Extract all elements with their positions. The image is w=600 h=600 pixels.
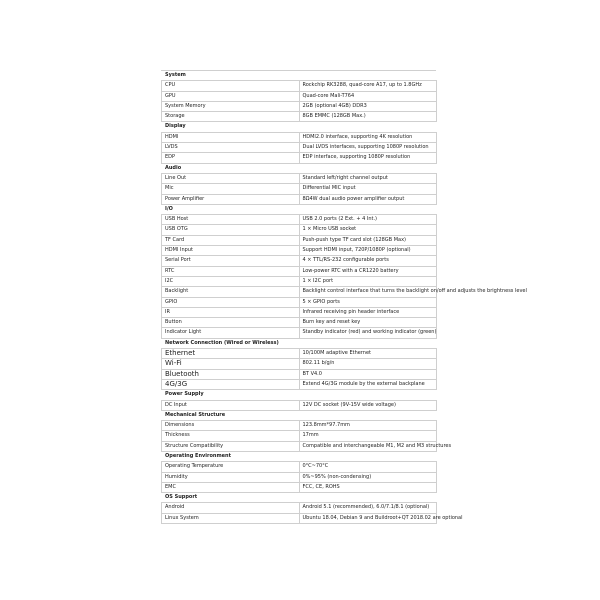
spec-row bbox=[162, 482, 437, 492]
spec-row bbox=[162, 266, 437, 276]
spec-key: Operating Temperature bbox=[162, 462, 300, 472]
spec-value: Quad-core Mali-T764 bbox=[299, 91, 437, 101]
spec-key: DC Input bbox=[162, 400, 300, 410]
spec-key: RTC bbox=[162, 266, 300, 276]
spec-row bbox=[162, 287, 437, 297]
spec-row bbox=[162, 101, 437, 111]
section-header-row bbox=[162, 390, 437, 400]
spec-key: Button bbox=[162, 318, 300, 328]
spec-key: Mic bbox=[162, 184, 300, 194]
spec-value: EDP interface, supporting 1080P resolution bbox=[299, 153, 437, 163]
spec-value: HDMI2.0 interface, supporting 4K resolution bbox=[299, 132, 437, 142]
spec-key: IR bbox=[162, 307, 300, 317]
spec-row bbox=[162, 215, 437, 225]
spec-row bbox=[162, 297, 437, 307]
spec-value: Standby indicator (red) and working indicator (green) bbox=[299, 328, 437, 338]
spec-key: EMC bbox=[162, 482, 300, 492]
spec-table bbox=[161, 70, 527, 524]
section-title: OS Support bbox=[162, 493, 437, 503]
spec-row bbox=[162, 112, 437, 122]
spec-value: Ubuntu 18.04, Debian 9 and Buildroot+QT 2018.02 are optional bbox=[299, 513, 437, 523]
spec-value: 5 × GPIO ports bbox=[299, 297, 437, 307]
spec-value: Standard left/right channel output bbox=[299, 173, 437, 183]
spec-row bbox=[162, 307, 437, 317]
spec-key: EDP bbox=[162, 153, 300, 163]
section-header-row bbox=[162, 204, 437, 214]
spec-row bbox=[162, 421, 437, 431]
spec-value: 8Ω4W dual audio power amplifier output bbox=[299, 194, 437, 204]
spec-value: 12V DC socket (9V-15V wide voltage) bbox=[299, 400, 437, 410]
spec-key: Ethernet bbox=[162, 349, 300, 359]
spec-row bbox=[162, 462, 437, 472]
section-header-row bbox=[162, 163, 437, 173]
spec-value: 0°C~70°C bbox=[299, 462, 437, 472]
spec-row bbox=[162, 318, 437, 328]
spec-key: Thickness bbox=[162, 431, 300, 441]
spec-row bbox=[162, 328, 437, 338]
spec-value: Low-power RTC with a CR1220 battery bbox=[299, 266, 437, 276]
spec-value: Push-push type TF card slot (128GB Max) bbox=[299, 235, 437, 245]
spec-key: HDMI Input bbox=[162, 246, 300, 256]
spec-row bbox=[162, 369, 437, 379]
spec-row bbox=[162, 349, 437, 359]
spec-key: HDMI bbox=[162, 132, 300, 142]
section-header-row bbox=[162, 410, 437, 420]
spec-value: USB 2.0 ports (2 Ext. + 4 Int.) bbox=[299, 215, 437, 225]
spec-key: TF Card bbox=[162, 235, 300, 245]
spec-row bbox=[162, 431, 437, 441]
spec-value: Rockchip RK3288, quad-core A17, up to 1.8GHz bbox=[299, 81, 437, 91]
spec-row bbox=[162, 400, 437, 410]
spec-value: Compatible and interchangeable M1, M2 and M3 structures bbox=[299, 441, 437, 451]
spec-value: Support HDMI input, 720P/1080P (optional) bbox=[299, 246, 437, 256]
section-header-row bbox=[162, 338, 437, 348]
spec-key: Storage bbox=[162, 112, 300, 122]
spec-value: 10/100M adaptive Ethernet bbox=[299, 349, 437, 359]
spec-key: System Memory bbox=[162, 101, 300, 111]
spec-value: 123.8mm*97.7mm bbox=[299, 421, 437, 431]
spec-value: Backlight control interface that turns the backlight on/off and adjusts the brightness level bbox=[299, 287, 437, 297]
spec-row bbox=[162, 276, 437, 286]
spec-value: 8GB EMMC (128GB Max.) bbox=[299, 112, 437, 122]
spec-value: Extend 4G/3G module by the external backplane bbox=[299, 379, 437, 389]
spec-row bbox=[162, 194, 437, 204]
spec-key: Humidity bbox=[162, 472, 300, 482]
spec-row bbox=[162, 379, 437, 389]
section-title: Display bbox=[162, 122, 437, 132]
spec-key: GPU bbox=[162, 91, 300, 101]
spec-row bbox=[162, 256, 437, 266]
section-title: System bbox=[162, 71, 437, 81]
spec-row bbox=[162, 513, 437, 523]
spec-key: USB OTG bbox=[162, 225, 300, 235]
section-title: Mechanical Structure bbox=[162, 410, 437, 420]
section-title: Audio bbox=[162, 163, 437, 173]
section-title: I/O bbox=[162, 204, 437, 214]
spec-row bbox=[162, 143, 437, 153]
spec-row bbox=[162, 225, 437, 235]
spec-row bbox=[162, 153, 437, 163]
spec-key: LVDS bbox=[162, 143, 300, 153]
spec-key: Indicator Light bbox=[162, 328, 300, 338]
spec-key: Linux System bbox=[162, 513, 300, 523]
spec-row bbox=[162, 173, 437, 183]
spec-key: Line Out bbox=[162, 173, 300, 183]
section-title: Power Supply bbox=[162, 390, 437, 400]
spec-key: USB Host bbox=[162, 215, 300, 225]
spec-row bbox=[162, 246, 437, 256]
spec-key: Dimensions bbox=[162, 421, 300, 431]
spec-table-body bbox=[162, 71, 527, 524]
spec-row bbox=[162, 235, 437, 245]
spec-row bbox=[162, 359, 437, 369]
spec-row bbox=[162, 503, 437, 513]
spec-value: Infrared receiving pin header interface bbox=[299, 307, 437, 317]
spec-value: 1 × Micro USB socket bbox=[299, 225, 437, 235]
spec-row bbox=[162, 81, 437, 91]
spec-value: 17mm bbox=[299, 431, 437, 441]
spec-key: Structure Compatibility bbox=[162, 441, 300, 451]
spec-value: FCC, CE, ROHS bbox=[299, 482, 437, 492]
spec-row bbox=[162, 472, 437, 482]
spec-key: Bluetooth bbox=[162, 369, 300, 379]
spec-row bbox=[162, 132, 437, 142]
section-header-row bbox=[162, 71, 437, 81]
spec-value: 0%~95% (non-condensing) bbox=[299, 472, 437, 482]
spec-value: 802.11 b/g/n bbox=[299, 359, 437, 369]
spec-row bbox=[162, 441, 437, 451]
spec-value: Differential MIC input bbox=[299, 184, 437, 194]
section-header-row bbox=[162, 451, 437, 461]
spec-key: CPU bbox=[162, 81, 300, 91]
spec-key: Power Amplifier bbox=[162, 194, 300, 204]
section-header-row bbox=[162, 122, 437, 132]
spec-row bbox=[162, 91, 437, 101]
spec-row bbox=[162, 184, 437, 194]
section-title: Operating Environment bbox=[162, 451, 437, 461]
spec-value: Dual LVDS interfaces, supporting 1080P resolution bbox=[299, 143, 437, 153]
spec-key: Android bbox=[162, 503, 300, 513]
spec-value: Android 5.1 (recommended), 6.0/7.1/8.1 (optional) bbox=[299, 503, 437, 513]
spec-value: 2GB (optional 4GB) DDR3 bbox=[299, 101, 437, 111]
spec-key: GPIO bbox=[162, 297, 300, 307]
spec-key: Backlight bbox=[162, 287, 300, 297]
spec-key: Wi-Fi bbox=[162, 359, 300, 369]
spec-value: BT V4.0 bbox=[299, 369, 437, 379]
spec-key: Serial Port bbox=[162, 256, 300, 266]
spec-key: I2C bbox=[162, 276, 300, 286]
spec-key: 4G/3G bbox=[162, 379, 300, 389]
spec-value: 1 × I2C port bbox=[299, 276, 437, 286]
spec-value: 4 × TTL/RS-232 configurable ports bbox=[299, 256, 437, 266]
section-title: Network Connection (Wired or Wireless) bbox=[162, 338, 437, 348]
spec-value: Burn key and reset key bbox=[299, 318, 437, 328]
section-header-row bbox=[162, 493, 437, 503]
